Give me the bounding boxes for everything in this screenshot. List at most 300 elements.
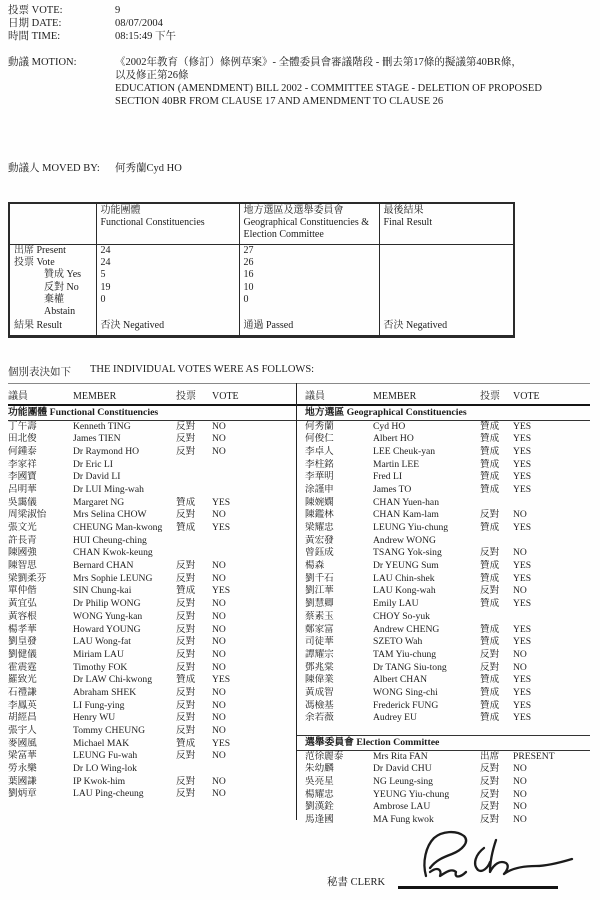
member-name-en: TAM Yiu-chung [373,648,437,660]
member-name-cn: 何鍾泰 [8,445,37,457]
member-vote-cn [176,484,212,497]
motion-line-cn-1: 《2002年教育（修訂）條例草案》- 全體委員會審議階段 - 刪去第17條的擬議第40BR條， [115,57,522,68]
member-row [8,611,296,624]
vote-number-value: 9 [115,5,121,16]
member-vote-en: YES [513,598,532,610]
member-name-cn: 梁耀忠 [305,522,334,533]
member-vote-en: NO [212,661,226,673]
member-name-cn: 羅致光 [8,674,37,686]
member-name-en: Andrew WONG [373,534,436,546]
member-vote-cn: 反對 [480,585,500,597]
member-vote-en: YES [513,686,532,698]
member-name-cn: 譚耀宗 [305,648,334,660]
member-row [8,624,296,637]
member-name-en: Timothy FOK [73,661,128,673]
summary-fc-value: 0 [96,294,239,318]
member-name-cn: 梁富華 [8,750,37,762]
member-vote-en: YES [513,420,532,432]
member-name-en: Emily LAU [373,598,419,610]
member-name-cn: 馬逢國 [305,813,334,825]
member-name-cn: 呂明華 [8,483,37,495]
member-vote-cn: 反對 [176,661,196,673]
member-row [8,712,296,725]
member-row [8,535,296,548]
summary-row-label: 出席 Present [14,245,66,256]
member-name-en: LEUNG Yiu-chung [373,522,449,533]
member-name-cn: 馮檢基 [305,699,334,711]
member-name-cn: 李柱銘 [305,458,334,470]
fc-member-rows [8,421,296,802]
section-functional-constituencies: 功能團體 Functional Constituencies [8,406,296,421]
member-row [297,624,590,637]
summary-fc-value: 24 [96,245,239,258]
summary-row [9,257,514,269]
member-vote-cn: 贊成 [480,598,500,610]
member-name-cn: 李卓人 [305,445,334,457]
member-vote-cn: 贊成 [480,471,500,483]
summary-header-final-en: Final Result [383,217,433,229]
member-vote-en: NO [513,547,527,559]
member-vote-en: NO [212,712,226,724]
member-name-cn: 許長青 [8,534,37,546]
member-row [8,459,296,472]
member-vote-cn: 贊成 [480,699,500,711]
member-vote-en: NO [212,699,226,711]
member-name-cn: 胡經昌 [8,712,37,724]
member-table-header-right [297,383,590,406]
summary-header-final [379,203,514,245]
member-vote-cn: 贊成 [480,674,500,686]
member-vote-en: NO [513,775,527,787]
summary-final-value [379,257,514,269]
member-vote-en: YES [513,522,532,533]
member-name-en: NG Leung-sing [373,775,433,787]
member-vote-cn: 反對 [176,788,196,800]
member-vote-en: NO [212,623,226,635]
member-name-cn: 曾鈺成 [305,547,334,559]
member-row [297,509,590,522]
member-vote-cn: 贊成 [176,522,196,533]
summary-final-value [379,282,514,294]
member-name-cn: 劉江華 [305,585,334,597]
member-vote-en: YES [513,483,532,495]
member-row [8,433,296,446]
member-name-en: LAU Ping-cheung [73,788,144,800]
member-vote-en: YES [513,636,532,648]
member-vote-cn: 反對 [480,788,500,800]
member-vote-cn: 贊成 [480,483,500,495]
member-name-cn: 丁午壽 [8,420,37,432]
summary-header-empty [9,203,96,245]
member-row [8,687,296,700]
member-row [297,585,590,598]
member-vote-cn: 反對 [480,763,500,775]
summary-fc-value: 5 [96,269,239,281]
summary-final-value [379,269,514,281]
summary-header-gc-en2: Election Committee [243,229,324,241]
col-vote-en: VOTE [212,391,239,402]
member-name-en: Martin LEE [373,458,420,470]
member-name-cn: 石禮謙 [8,686,37,698]
member-vote-en: NO [212,725,226,736]
member-vote-en: NO [513,509,527,521]
member-vote-cn: 贊成 [480,636,500,648]
member-row [8,446,296,459]
member-vote-en: NO [513,813,527,825]
member-row [8,484,296,497]
member-row [297,751,590,764]
member-vote-en: YES [212,496,231,508]
time-row [8,30,176,43]
member-vote-en [212,535,296,548]
member-row [8,738,296,751]
time-label: 時間 TIME: [8,31,61,42]
member-name-cn: 楊孝華 [8,623,37,635]
motion-text [115,56,542,108]
member-vote-en: YES [513,458,532,470]
member-name-cn: 劉皇發 [8,636,37,648]
member-vote-cn [176,471,212,484]
member-row [297,421,590,434]
member-name-cn: 鄧兆棠 [305,661,334,673]
member-vote-en: NO [212,648,226,660]
member-vote-cn: 反對 [480,509,500,521]
member-row [297,712,590,725]
member-vote-cn: 贊成 [480,522,500,533]
member-vote-cn: 贊成 [480,623,500,635]
member-name-cn: 陳國強 [8,547,37,559]
member-vote-en: NO [212,509,226,521]
member-vote-en: NO [212,433,226,445]
member-name-cn: 田北俊 [8,433,37,445]
member-name-en: Dr David CHU [373,763,432,775]
member-row [297,636,590,649]
member-name-cn: 黃成智 [305,686,334,698]
member-row [297,471,590,484]
member-vote-en: NO [513,801,527,813]
member-name-en: Fred LI [373,471,403,483]
member-vote-en: NO [212,445,226,457]
member-name-cn: 楊森 [305,560,325,572]
member-row [297,535,590,548]
member-vote-cn: 反對 [480,801,500,813]
summary-header-fc-en: Functional Constituencies [100,217,205,229]
summary-row-label: 結果 Result [14,320,63,332]
member-vote-en: NO [212,775,226,787]
member-name-en: CHEUNG Man-kwong [73,522,163,533]
member-vote-en: NO [212,686,226,698]
member-name-cn: 黃宜弘 [8,598,37,610]
member-name-en: MA Fung kwok [373,813,434,825]
member-row [297,789,590,802]
member-vote-en: NO [212,560,226,572]
member-name-en: Mrs Rita FAN [373,750,428,762]
clerk-label: 秘書 CLERK [327,877,386,888]
col-member-en: MEMBER [73,391,117,402]
col-vote-cn: 投票 [176,391,196,402]
member-vote-cn: 反對 [176,699,196,711]
summary-gc-value: 10 [239,282,379,294]
summary-row [9,318,514,337]
summary-fc-value: 否決 Negatived [96,318,239,337]
member-vote-en: YES [212,522,231,533]
member-row [297,560,590,573]
member-row [297,522,590,535]
member-vote-en: NO [212,750,226,762]
summary-header-fc [96,203,239,245]
member-row [297,687,590,700]
member-vote-cn: 反對 [176,725,196,736]
member-name-en: YEUNG Yiu-chung [373,788,450,800]
summary-header-gc [239,203,379,245]
member-name-cn: 余若薇 [305,712,334,724]
member-name-en: TSANG Yok-sing [373,547,442,559]
member-name-en: Dr LO Wing-lok [73,763,137,775]
section-election-committee: 選舉委員會 Election Committee [297,735,590,751]
member-row [297,497,590,510]
member-vote-cn: 反對 [176,610,196,622]
member-vote-cn [176,459,212,472]
member-vote-cn: 反對 [176,636,196,648]
member-vote-en: YES [513,712,532,724]
date-label: 日期 DATE: [8,18,62,29]
member-name-cn: 霍震霆 [8,661,37,673]
member-row [8,547,296,560]
member-row [297,763,590,776]
member-row [8,497,296,510]
member-vote-en: PRESENT [513,750,555,762]
member-name-en: IP Kwok-him [73,775,126,787]
member-row [297,446,590,459]
member-vote-en: YES [212,674,231,686]
member-vote-cn: 贊成 [480,572,500,584]
member-name-en: LEUNG Fu-wah [73,750,138,762]
summary-header-final-cn: 最後結果 [383,205,424,216]
member-name-cn: 劉漢銓 [305,801,334,813]
member-name-en: Michael MAK [73,737,130,749]
member-vote-cn: 反對 [176,750,196,762]
member-vote-cn: 反對 [176,775,196,787]
member-name-cn: 李家祥 [8,458,37,470]
clerk-signature-line [398,886,558,889]
member-vote-en [212,459,296,472]
geographical-ec-table [297,383,590,827]
member-vote-cn: 反對 [480,648,500,660]
moved-by-row [8,160,182,175]
member-vote-en: YES [513,623,532,635]
member-name-en: Dr YEUNG Sum [373,560,439,572]
member-name-cn: 李鳳英 [8,699,37,711]
member-name-cn: 勞永樂 [8,763,37,775]
summary-row-label: 投票 Vote [14,257,55,269]
vote-number-row [8,4,176,17]
member-name-cn: 黃容根 [8,610,37,622]
member-row [8,750,296,763]
member-row [297,700,590,713]
member-vote-cn: 反對 [480,661,500,673]
summary-gc-value: 27 [239,245,379,258]
member-row [8,636,296,649]
member-name-cn: 李華明 [305,471,334,483]
summary-header-gc-cn: 地方選區及選舉委員會 [243,205,344,216]
member-vote-en: NO [513,661,527,673]
summary-row-label: 贊成 Yes [44,269,82,281]
functional-constituencies-table [8,383,296,801]
member-vote-cn: 贊成 [480,433,500,445]
member-name-cn: 葉國謙 [8,775,37,787]
member-name-en: Dr Philip WONG [73,598,141,610]
member-vote-cn [176,763,212,776]
member-row [297,459,590,472]
member-name-en: CHAN Kwok-keung [73,547,153,559]
member-vote-cn: 反對 [176,433,196,445]
member-vote-cn: 出席 [480,750,500,762]
summary-gc-value: 通過 Passed [239,318,379,337]
member-vote-en: NO [212,572,226,584]
summary-row [9,269,514,281]
member-name-cn: 單仲偕 [8,585,37,597]
member-name-en: Andrew CHENG [373,623,440,635]
member-vote-en: YES [513,433,532,445]
member-name-cn: 涂謹申 [305,483,334,495]
member-row [297,776,590,789]
member-name-cn: 周梁淑怡 [8,509,47,521]
member-row [8,598,296,611]
summary-final-value [379,294,514,318]
member-name-en: Audrey EU [373,712,417,724]
member-name-en: James TO [373,483,412,495]
summary-fc-value: 24 [96,257,239,269]
member-row [297,801,590,814]
member-row [297,433,590,446]
col-member-cn: 議員 [305,391,325,402]
summary-row-label: 棄權 Abstain [44,293,76,318]
member-vote-en: YES [513,560,532,572]
member-row [297,598,590,611]
member-vote-en: NO [513,585,527,597]
member-name-cn: 陳婉嫻 [305,496,334,508]
summary-header-fc-cn: 功能團體 [100,205,141,216]
member-name-cn: 黃宏發 [305,534,334,546]
member-vote-en: NO [212,598,226,610]
individual-votes-heading-cn: 個別表決如下 [8,367,71,378]
member-name-en: CHAN Yuen-han [373,496,439,508]
member-name-en: Dr LUI Ming-wah [73,483,144,495]
member-table-header-left [8,383,296,406]
member-name-cn: 麥國風 [8,737,37,749]
member-name-en: Dr Raymond HO [73,445,140,457]
col-member-cn: 議員 [8,391,28,402]
member-vote-cn: 贊成 [480,686,500,698]
member-vote-cn: 反對 [176,509,196,521]
summary-final-value [379,245,514,258]
member-vote-cn: 贊成 [480,712,500,724]
member-name-cn: 劉炳章 [8,788,37,800]
summary-gc-value: 0 [239,294,379,318]
member-vote-cn: 贊成 [176,496,196,508]
member-name-en: Dr David LI [73,471,121,483]
member-vote-cn: 反對 [176,712,196,724]
member-name-en: LI Fung-ying [73,699,125,711]
member-row [297,662,590,675]
member-name-cn: 劉健儀 [8,648,37,660]
col-member-en: MEMBER [373,391,417,402]
member-vote-cn: 反對 [176,648,196,660]
member-name-cn: 司徒華 [305,636,334,648]
member-vote-cn: 贊成 [480,458,500,470]
member-vote-cn: 贊成 [176,585,196,597]
member-name-en: Howard YOUNG [73,623,141,635]
motion-line-en-1: EDUCATION (AMENDMENT) BILL 2002 - COMMITTEE STAGE - DELETION OF PROPOSED [115,83,542,94]
member-row [297,573,590,586]
member-vote-cn: 反對 [480,547,500,559]
member-vote-en [212,547,296,560]
motion-line-en-2: SECTION 40BR FROM CLAUSE 17 AND AMENDMENT TO CLAUSE 26 [115,96,444,107]
member-name-cn: 張文光 [8,522,37,533]
member-name-en: Mrs Sophie LEUNG [73,572,153,584]
member-row [8,585,296,598]
member-name-cn: 劉千石 [305,572,334,584]
moved-by-label: 動議人 MOVED BY: [8,163,100,174]
member-vote-en: YES [513,674,532,686]
member-name-en: HUI Cheung-ching [73,534,147,546]
member-row [8,662,296,675]
summary-body [9,245,514,337]
member-name-en: Cyd HO [373,420,406,432]
member-name-en: Bernard CHAN [73,560,134,572]
member-name-cn: 何秀蘭 [305,420,334,432]
member-name-en: Kenneth TING [73,420,131,432]
member-vote-cn: 反對 [176,445,196,457]
clerk-signature [372,818,582,880]
member-vote-cn [480,497,513,510]
member-vote-cn [480,535,513,548]
member-name-en: Dr LAW Chi-kwong [73,674,152,686]
summary-row [9,294,514,318]
member-name-en: Dr TANG Siu-tong [373,661,447,673]
col-vote-cn: 投票 [480,391,500,402]
member-name-cn: 梁劉柔芬 [8,572,47,584]
member-name-cn: 范徐麗泰 [305,750,344,762]
member-name-cn: 劉慧卿 [305,598,334,610]
member-row [297,611,590,624]
member-name-en: Albert HO [373,433,414,445]
member-name-en: LAU Kong-wah [373,585,436,597]
member-vote-en: NO [212,636,226,648]
member-row [8,700,296,713]
member-vote-en: NO [212,788,226,800]
member-vote-en: NO [212,610,226,622]
member-row [8,573,296,586]
vote-info-block [8,4,176,43]
summary-gc-value: 16 [239,269,379,281]
summary-row-label: 反對 No [44,281,79,293]
member-row [297,547,590,560]
member-vote-en: NO [212,420,226,432]
member-name-en: Dr Eric LI [73,458,113,470]
moved-by-value: 何秀蘭Cyd HO [115,163,182,174]
member-vote-en: NO [513,648,527,660]
time-value: 08:15:49 下午 [115,31,176,42]
member-vote-en: YES [212,585,231,597]
member-vote-en: YES [513,699,532,711]
individual-votes-heading-en: THE INDIVIDUAL VOTES WERE AS FOLLOWS: [90,364,315,375]
member-name-en: Margaret NG [73,496,125,508]
member-row [8,471,296,484]
member-vote-cn [176,535,212,548]
member-name-en: SIN Chung-kai [73,585,132,597]
member-name-en: WONG Yung-kan [73,610,143,622]
